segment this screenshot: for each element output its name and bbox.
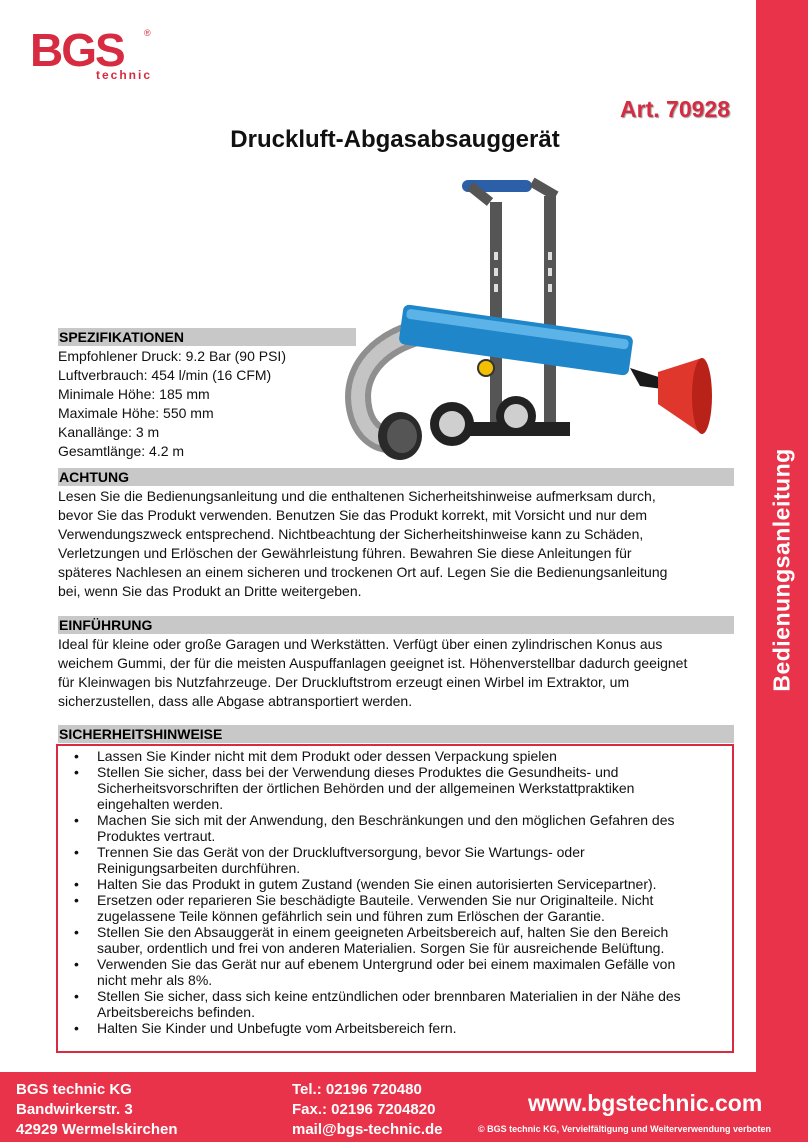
achtung-text (58, 487, 718, 601)
bullet-icon: • (74, 844, 79, 860)
text-line: Ideal für kleine oder große Garagen und Werkstätten. Verfügt über einen zylindrischen Konus aus (58, 636, 663, 652)
safety-line: Stellen Sie den Absauggerät in einem geeigneten Arbeitsbereich auf, halten Sie den Bereich (97, 924, 669, 940)
safety-item (60, 844, 730, 876)
safety-item (60, 876, 730, 892)
side-label: Bedienungsanleitung (768, 448, 795, 692)
footer-company: BGS technic KG (16, 1081, 132, 1098)
footer-address (16, 1080, 178, 1140)
text-line: bei, wenn Sie das Produkt an Dritte weitergeben. (58, 583, 362, 599)
safety-item (60, 956, 730, 988)
text-line: weichem Gummi, der für die meisten Auspuffanlagen geeignet ist. Höhenverstellbar dadurch geeignet (58, 655, 688, 671)
footer-city: 42929 Wermelskirchen (16, 1121, 178, 1138)
bullet-icon: • (74, 812, 79, 828)
safety-item (60, 892, 730, 924)
safety-list (60, 748, 730, 1036)
logo-registered-mark: ® (144, 28, 151, 38)
safety-line: Trennen Sie das Gerät von der Druckluftversorgung, bevor Sie Wartungs- oder (97, 844, 585, 860)
logo-subtitle: technic (96, 68, 153, 82)
safety-line: Sicherheitsvorschriften der örtlichen Behörden und der allgemeinen Werkstattpraktiken (97, 780, 635, 796)
safety-line: Ersetzen oder reparieren Sie beschädigte Bauteile. Verwenden Sie nur Originalteile. Nicht (97, 892, 654, 908)
safety-heading: SICHERHEITSHINWEISE (58, 725, 734, 743)
safety-line: zugelassene Teile können gefährlich sein und führen zum Erlöschen der Garantie. (97, 908, 605, 924)
safety-item (60, 988, 730, 1020)
einfuehrung-text (58, 635, 718, 711)
bullet-icon: • (74, 876, 79, 892)
footer-copyright: © BGS technic KG, Vervielfältigung und Weiterverwendung verboten (478, 1124, 772, 1134)
spec-item: Empfohlener Druck: 9.2 Bar (90 PSI) (58, 348, 286, 364)
bullet-icon: • (74, 924, 79, 940)
spec-item: Luftverbrauch: 454 l/min (16 CFM) (58, 367, 272, 383)
footer-tel: Tel.: 02196 720480 (292, 1081, 422, 1098)
safety-line: Halten Sie das Produkt in gutem Zustand (wenden Sie einen autorisierten Servicepartner). (97, 876, 657, 892)
footer-website-link[interactable]: www.bgstechnic.com (528, 1090, 763, 1116)
einfuehrung-heading: EINFÜHRUNG (58, 616, 734, 634)
safety-line: Reinigungsarbeiten durchführen. (97, 860, 301, 876)
specs-list (58, 347, 358, 461)
safety-line: Arbeitsbereichs befinden. (97, 1004, 255, 1020)
text-line: bevor Sie das Produkt verwenden. Benutzen Sie das Produkt korrekt, mit Vorsicht und nur dem (58, 507, 648, 523)
text-line: Verletzungen und Erlöschen der Gewährleistung führen. Bewahren Sie diese Anleitungen für (58, 545, 632, 561)
safety-item (60, 924, 730, 956)
safety-line: Stellen Sie sicher, dass bei der Verwendung dieses Produktes die Gesundheits- und (97, 764, 619, 780)
safety-line: Lassen Sie Kinder nicht mit dem Produkt oder dessen Verpackung spielen (97, 748, 557, 764)
spec-item: Kanallänge: 3 m (58, 424, 160, 440)
text-line: Lesen Sie die Bedienungsanleitung und die enthaltenen Sicherheitshinweise aufmerksam durch, (58, 488, 656, 504)
text-line: Verwendungszweck entsprechend. Nichtbeachtung der Sicherheitshinweise kann zu Schäden, (58, 526, 644, 542)
bullet-icon: • (74, 988, 79, 1004)
bullet-icon: • (74, 748, 79, 764)
safety-line: Stellen Sie sicher, dass sich keine entzündlichen oder brennbaren Materialien in der Nähe des (97, 988, 681, 1004)
logo-text: BGS (30, 24, 124, 76)
bullet-icon: • (74, 1020, 79, 1036)
achtung-heading: ACHTUNG (58, 468, 734, 486)
text-line: sicherzustellen, dass alle Abgase abtransportiert werden. (58, 693, 413, 709)
bullet-icon: • (74, 764, 79, 780)
text-line: für Kleinwagen bis Nutzfahrzeuge. Der Druckluftstrom erzeugt einen Wirbel im Extraktor, um (58, 674, 630, 690)
safety-line: eingehalten werden. (97, 796, 224, 812)
safety-line: Produktes vertraut. (97, 828, 216, 844)
spec-item: Maximale Höhe: 550 mm (58, 405, 214, 421)
footer-street: Bandwirkerstr. 3 (16, 1101, 133, 1118)
product-image (340, 172, 740, 472)
footer-contact (292, 1080, 443, 1140)
safety-item (60, 812, 730, 844)
bullet-icon: • (74, 956, 79, 972)
specs-heading: SPEZIFIKATIONEN (58, 328, 356, 346)
article-number: Art. 70928 (620, 96, 730, 122)
safety-item (60, 1020, 730, 1036)
bgs-logo (26, 22, 156, 84)
spec-item: Minimale Höhe: 185 mm (58, 386, 210, 402)
footer-mail[interactable]: mail@bgs-technic.de (292, 1121, 443, 1138)
safety-line: Halten Sie Kinder und Unbefugte vom Arbeitsbereich fern. (97, 1020, 457, 1036)
footer-fax: Fax.: 02196 7204820 (292, 1101, 436, 1118)
safety-line: sauber, ordentlich und frei von anderen Materialien. Sorgen Sie für ausreichende Belüftung. (97, 940, 665, 956)
safety-line: Machen Sie sich mit der Anwendung, den Beschränkungen und den möglichen Gefahren des (97, 812, 675, 828)
safety-line: Verwenden Sie das Gerät nur auf ebenem Untergrund oder bei einem maximalen Gefälle von (97, 956, 676, 972)
text-line: späteres Nachlesen an einem sicheren und trockenen Ort auf. Legen Sie die Bedienungsanleitung (58, 564, 668, 580)
safety-item (60, 764, 730, 812)
footer (0, 1072, 808, 1142)
safety-item (60, 748, 730, 764)
bullet-icon: • (74, 892, 79, 908)
spec-item: Gesamtlänge: 4.2 m (58, 443, 185, 459)
safety-line: nicht mehr als 8%. (97, 972, 213, 988)
page-title: Druckluft-Abgasabsauggerät (230, 126, 560, 153)
